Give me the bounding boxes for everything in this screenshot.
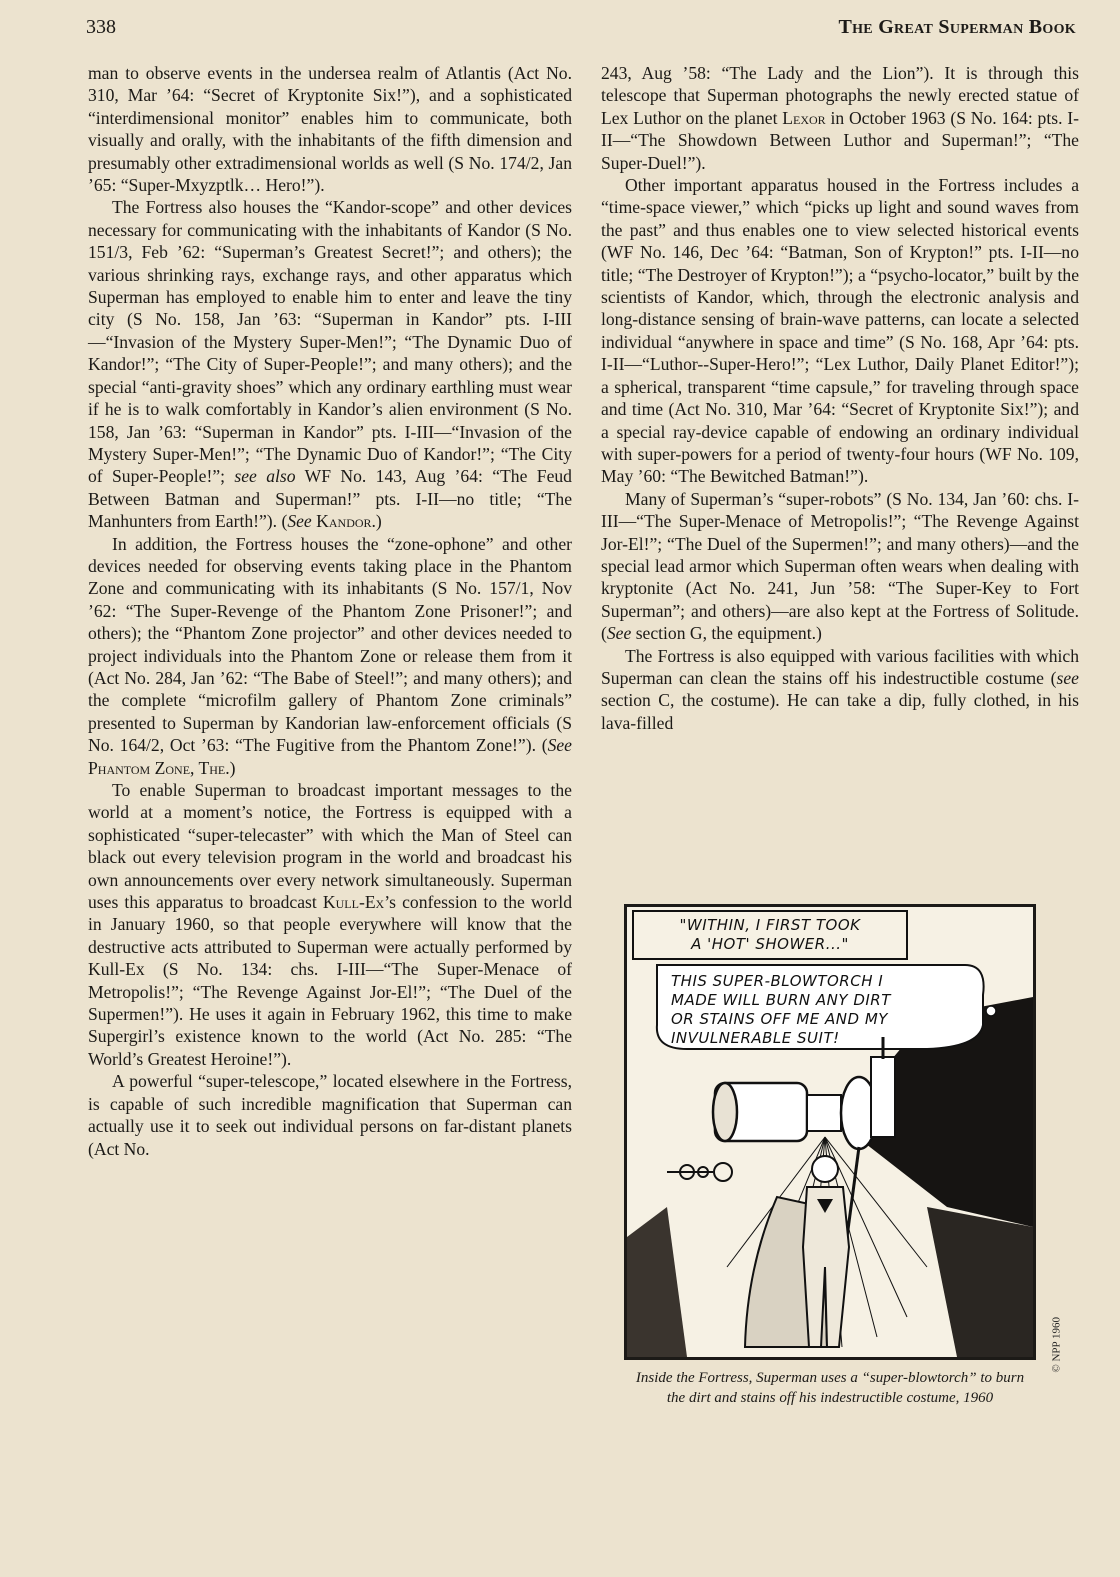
see-also-ref: see also — [234, 466, 296, 487]
text-run: section G, the equipment.) — [635, 623, 822, 644]
comic-figure — [624, 904, 1063, 1408]
text-run: in October 1963 (S No. 164: pts. I-II—“The Showdown Between Luthor and Superman!”; “The Super-Duel!”). — [601, 107, 1079, 173]
paragraph — [601, 645, 1079, 735]
text-run: section C, the costume). He can take a dip, fully clothed, in his lava-filled — [601, 690, 1079, 733]
head — [812, 1156, 838, 1182]
thought-bubble — [986, 1006, 996, 1016]
paragraph — [88, 779, 572, 1070]
text-run: The Fortress is also equipped with various facilities with which Superman can clean the stains off his indestructible costume ( — [601, 645, 1079, 688]
see-ref: See — [606, 623, 632, 644]
paragraph — [88, 196, 572, 532]
see-ref: See — [287, 511, 312, 532]
right-column — [601, 62, 1079, 734]
superman-figure — [745, 1156, 849, 1347]
planet-ref: Lexor — [782, 107, 826, 128]
text-run: .) — [371, 511, 382, 532]
paragraph: A powerful “super-telescope,” located elsewhere in the Fortress, is capable of such incredible magnification that Superman can actually use it to seek out individual persons on far-distant planets (Act No. — [88, 1071, 572, 1159]
caption-box-text: "WITHIN, I FIRST TOOK A 'HOT' SHOWER..." — [679, 916, 861, 953]
background-shadow — [927, 1207, 1033, 1357]
see-ref: see — [1056, 667, 1079, 688]
name-ref: Kull-Ex — [322, 892, 385, 913]
paragraph: man to observe events in the undersea realm of Atlantis (Act No. 310, Mar ’64: “Secret of Kryptonite Six!”), and a sophisticated “interdimensional monitor” enables him to communicate, both visually and orally, with the inhabitants of the fifth dimension and presumably other extradimensional worlds as well (S No. 174/2, Jan ’65: “Super-Mxyzptlk… Hero!”). — [88, 63, 572, 196]
text-run: .) — [225, 757, 236, 778]
machine-tank — [871, 1057, 895, 1137]
paragraph: Other important apparatus housed in the Fortress includes a “time-space viewer,” which “picks up light and sound waves from the past” and thus enables one to view selected historical events (WF No. 146, Dec ’64: “Batman, Son of Krypton!” pts. I-II—no title; “The Destroyer of Krypton!”); a “psycho-locator,” built by the scientists of Kandor, which, through the electronic analysis and long-distance sensing of brain-wave patterns, can locate a selected individual “anywhere in space and time” (S No. 168, Apr ’64: pts. I-II—“Luthor--Super-Hero!”; “Lex Luthor, Daily Planet Editor!”); a spherical, transparent “time capsule,” for traveling through space and time (Act No. 310, Mar ’64: “Secret of Kryptonite Six!”); and a special ray-device capable of endowing an ordinary individual with super-powers for a period of twenty-four hours (WF No. 109, May ’60: “The Bewitched Batman!”). — [601, 175, 1079, 487]
paragraph — [601, 488, 1079, 645]
see-ref: See — [547, 735, 572, 756]
copyright-notice: © NPP 1960 — [1051, 1317, 1063, 1373]
paragraph — [88, 533, 572, 779]
figure-caption: Inside the Fortress, Superman uses a “super-blowtorch” to burn the dirt and stains off his indestructible costume, 1960 — [635, 1370, 1025, 1406]
gauge — [714, 1163, 732, 1181]
text-run: In addition, the Fortress houses the “zone-ophone” and other devices needed for observing events taking place in the Phantom Zone and communicating with its inhabitants (S No. 157/1, Nov ’62: “The Super-Revenge of the Phantom Zone Prisoner!”; and others); the “Phantom Zone projector” and other devices needed to project individuals into the Phantom Zone or release them from it (Act No. 284, Jan ’62: “The Babe of Steel!”; and many others); and the complete “microfilm gallery of Phantom Zone criminals” presented to Superman by Kandorian law-enforcement officials (S No. 164/2, Oct ’63: “The Fugitive from the Phantom Zone!”). ( — [88, 533, 572, 756]
text-run: ’s confession to the world in January 1960, so that people everywhere will know that the destructive acts attributed to Superman were actually performed by Kull-Ex (S No. 134: chs. I-III—“The Super-Menace of Metropolis!”; “The Revenge Against Jor-El!”; “The Duel of the Supermen!”). He uses it again in February 1962, this time to make Supergirl’s existence known to the world (Act No. 285: “The World’s Greatest Heroine!”). — [88, 892, 572, 1069]
cross-reference: Phantom Zone, The — [88, 757, 226, 778]
text-run: 243, Aug ’58: “The Lady and the Lion”). It is through this telescope that Superman photographs the newly erected statue of Lex Luthor on the planet — [601, 63, 1079, 128]
text-run: To enable Superman to broadcast important messages to the world at a moment’s notice, the Fortress is equipped with a sophisticated “super-telecaster” with which the Man of Steel can black out every television program in the world and broadcast his own announcements over every network simultaneously. Superman uses this apparatus to broadcast — [88, 780, 572, 913]
running-head: The Great Superman Book — [838, 16, 1076, 38]
machine-lens — [713, 1083, 737, 1141]
page-number: 338 — [86, 16, 116, 38]
machine-stand — [847, 1147, 859, 1237]
text-run: The Fortress also houses the “Kandor-scope” and other devices necessary for communicating with the inhabitants of Kandor (S No. 151/3, Feb ’62: “Superman’s Greatest Secret!”; and others); the various shrinking rays, exchange rays, and other apparatus which Superman has employed to enable him to enter and leave the tiny city (S No. 158, Jan ’63: “Superman in Kandor” pts. I-III—“Invasion of the Mystery Super-Men!”; “The Dynamic Duo of Kandor!”; “The City of Super-People!”; and many others); and the special “anti-gravity shoes” which any ordinary earthling must wear if he is to walk comfortably in Kandor’s alien environment (S No. 158, Jan ’63: “Superman in Kandor” pts. I-III—“Invasion of the Mystery Super-Men!”; “The Dynamic Duo of Kandor!”; “The City of Super-People!”; — [88, 197, 572, 487]
cross-reference: Kandor — [316, 511, 372, 532]
machine-body — [807, 1095, 841, 1131]
paragraph — [601, 62, 1079, 174]
speech-balloon-text: THIS SUPER-BLOWTORCH I MADE WILL BURN ANY DIRT OR STAINS OFF ME AND MY INVULNERABLE SUIT! — [671, 972, 891, 1047]
left-column — [88, 62, 572, 1160]
comic-panel — [624, 904, 1063, 1373]
text-run: WF No. 143, Aug ’64: “The Feud Between Batman and Superman!” pts. I-II—no title; “The Manhunters from Earth!”). ( — [88, 466, 572, 532]
rock-shape — [627, 1207, 687, 1357]
text-run: Many of Superman’s “super-robots” (S No. 134, Jan ’60: chs. I-III—“The Super-Menace of Metropolis!”; “The Revenge Against Jor-El!”; “The Duel of the Supermen!”; and many others)—and the special lead armor which Superman often wears when dealing with kryptonite (Act No. 241, Jun ’58: “The Super-Key to Fort Superman”; and others)—are also kept at the Fortress of Solitude. ( — [601, 488, 1079, 644]
